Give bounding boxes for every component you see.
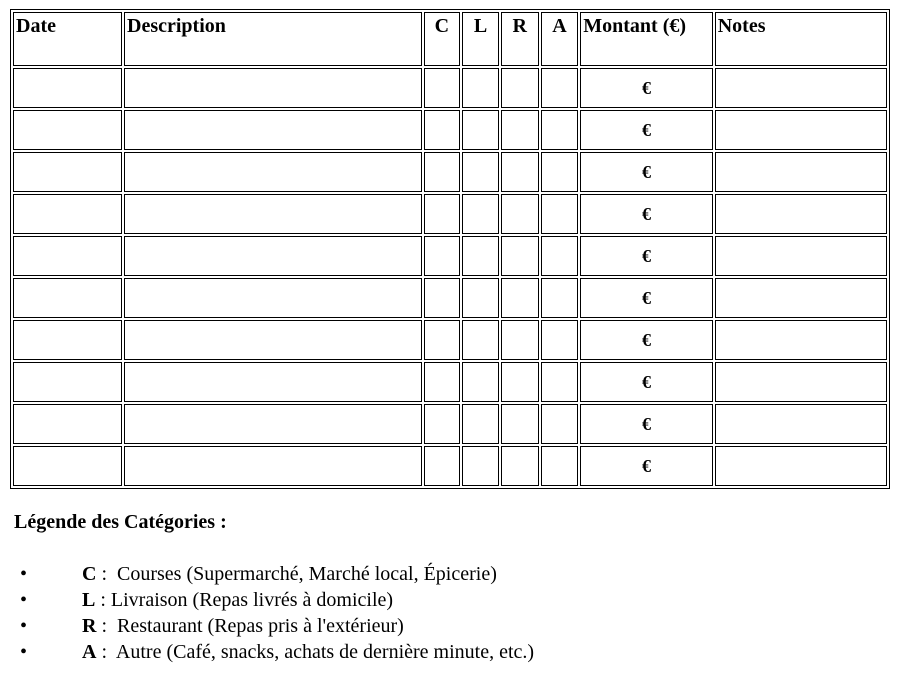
cell-amount: €	[580, 446, 712, 486]
cell-notes	[715, 152, 887, 192]
cell-category-a	[541, 194, 579, 234]
cell-category-r	[501, 236, 539, 276]
table-row	[13, 446, 887, 486]
legend-text: Restaurant (Repas pris à l'extérieur)	[117, 615, 404, 637]
cell-description	[124, 446, 422, 486]
column-header-l: L	[462, 12, 499, 66]
legend-list	[14, 561, 884, 665]
column-header-notes: Notes	[715, 12, 887, 66]
cell-amount: €	[580, 320, 712, 360]
cell-amount: €	[580, 68, 712, 108]
cell-category-c	[424, 362, 461, 402]
bullet-icon: •	[20, 641, 28, 663]
cell-amount: €	[580, 152, 712, 192]
legend-code: C	[82, 563, 97, 585]
column-header-r: R	[501, 12, 539, 66]
bullet-icon: •	[20, 615, 28, 637]
cell-description	[124, 194, 422, 234]
header-row	[13, 12, 887, 66]
cell-notes	[715, 68, 887, 108]
cell-notes	[715, 236, 887, 276]
cell-amount: €	[580, 404, 712, 444]
legend-item-c	[20, 561, 884, 587]
table-body	[13, 68, 887, 486]
legend-separator: :	[95, 589, 106, 611]
cell-date	[13, 68, 122, 108]
cell-category-l	[462, 236, 499, 276]
cell-category-l	[462, 194, 499, 234]
cell-category-a	[541, 320, 579, 360]
cell-category-a	[541, 110, 579, 150]
bullet-icon: •	[20, 563, 28, 585]
cell-category-r	[501, 278, 539, 318]
legend-separator: :	[96, 615, 108, 637]
cell-description	[124, 68, 422, 108]
cell-description	[124, 404, 422, 444]
legend-item-r	[20, 613, 884, 639]
legend	[14, 508, 884, 665]
legend-title: Légende des Catégories :	[14, 511, 227, 533]
cell-category-l	[462, 68, 499, 108]
cell-category-l	[462, 110, 499, 150]
cell-date	[13, 320, 122, 360]
table-row	[13, 278, 887, 318]
cell-category-r	[501, 446, 539, 486]
cell-notes	[715, 404, 887, 444]
bullet-icon: •	[20, 589, 28, 611]
cell-category-a	[541, 362, 579, 402]
cell-category-l	[462, 320, 499, 360]
legend-code: A	[82, 641, 97, 663]
expense-table	[10, 9, 890, 489]
cell-category-c	[424, 404, 461, 444]
cell-amount: €	[580, 194, 712, 234]
cell-category-l	[462, 446, 499, 486]
cell-category-a	[541, 446, 579, 486]
cell-description	[124, 110, 422, 150]
cell-category-c	[424, 68, 461, 108]
cell-category-r	[501, 152, 539, 192]
cell-description	[124, 278, 422, 318]
cell-date	[13, 278, 122, 318]
cell-notes	[715, 446, 887, 486]
cell-amount: €	[580, 110, 712, 150]
column-header-c: C	[424, 12, 461, 66]
cell-date	[13, 446, 122, 486]
cell-category-c	[424, 194, 461, 234]
cell-date	[13, 194, 122, 234]
cell-category-l	[462, 404, 499, 444]
cell-notes	[715, 110, 887, 150]
table-row	[13, 236, 887, 276]
table-row	[13, 362, 887, 402]
legend-item-a	[20, 639, 884, 665]
column-header-a: A	[541, 12, 579, 66]
table-row	[13, 152, 887, 192]
cell-amount: €	[580, 362, 712, 402]
cell-category-r	[501, 362, 539, 402]
cell-date	[13, 404, 122, 444]
cell-category-a	[541, 278, 579, 318]
cell-category-l	[462, 278, 499, 318]
cell-description	[124, 320, 422, 360]
table-row	[13, 110, 887, 150]
cell-category-l	[462, 362, 499, 402]
cell-description	[124, 236, 422, 276]
cell-category-c	[424, 446, 461, 486]
cell-category-c	[424, 110, 461, 150]
cell-category-r	[501, 110, 539, 150]
cell-category-a	[541, 68, 579, 108]
cell-category-a	[541, 152, 579, 192]
cell-category-l	[462, 152, 499, 192]
cell-date	[13, 236, 122, 276]
legend-text: Courses (Supermarché, Marché local, Épicerie)	[117, 563, 497, 585]
cell-notes	[715, 362, 887, 402]
cell-date	[13, 362, 122, 402]
table-row	[13, 404, 887, 444]
table-row	[13, 194, 887, 234]
legend-separator: :	[96, 641, 108, 663]
cell-notes	[715, 320, 887, 360]
cell-amount: €	[580, 278, 712, 318]
legend-code: R	[82, 615, 97, 637]
cell-category-r	[501, 194, 539, 234]
cell-description	[124, 152, 422, 192]
cell-date	[13, 110, 122, 150]
cell-category-c	[424, 278, 461, 318]
legend-item-l	[20, 587, 884, 613]
cell-category-r	[501, 404, 539, 444]
cell-category-a	[541, 236, 579, 276]
cell-category-a	[541, 404, 579, 444]
cell-date	[13, 152, 122, 192]
column-header-date: Date	[13, 12, 122, 66]
cell-description	[124, 362, 422, 402]
table-row	[13, 68, 887, 108]
table-row	[13, 320, 887, 360]
legend-text: Autre (Café, snacks, achats de dernière minute, etc.)	[115, 641, 535, 663]
cell-amount: €	[580, 236, 712, 276]
column-header-amount: Montant (€)	[580, 12, 712, 66]
column-header-description: Description	[124, 12, 422, 66]
cell-category-r	[501, 68, 539, 108]
cell-category-r	[501, 320, 539, 360]
legend-text: Livraison (Repas livrés à domicile)	[110, 589, 394, 611]
cell-notes	[715, 278, 887, 318]
cell-category-c	[424, 152, 461, 192]
cell-category-c	[424, 320, 461, 360]
expense-sheet	[10, 9, 890, 489]
legend-code: L	[82, 589, 96, 611]
cell-notes	[715, 194, 887, 234]
cell-category-c	[424, 236, 461, 276]
legend-separator: :	[96, 563, 108, 585]
